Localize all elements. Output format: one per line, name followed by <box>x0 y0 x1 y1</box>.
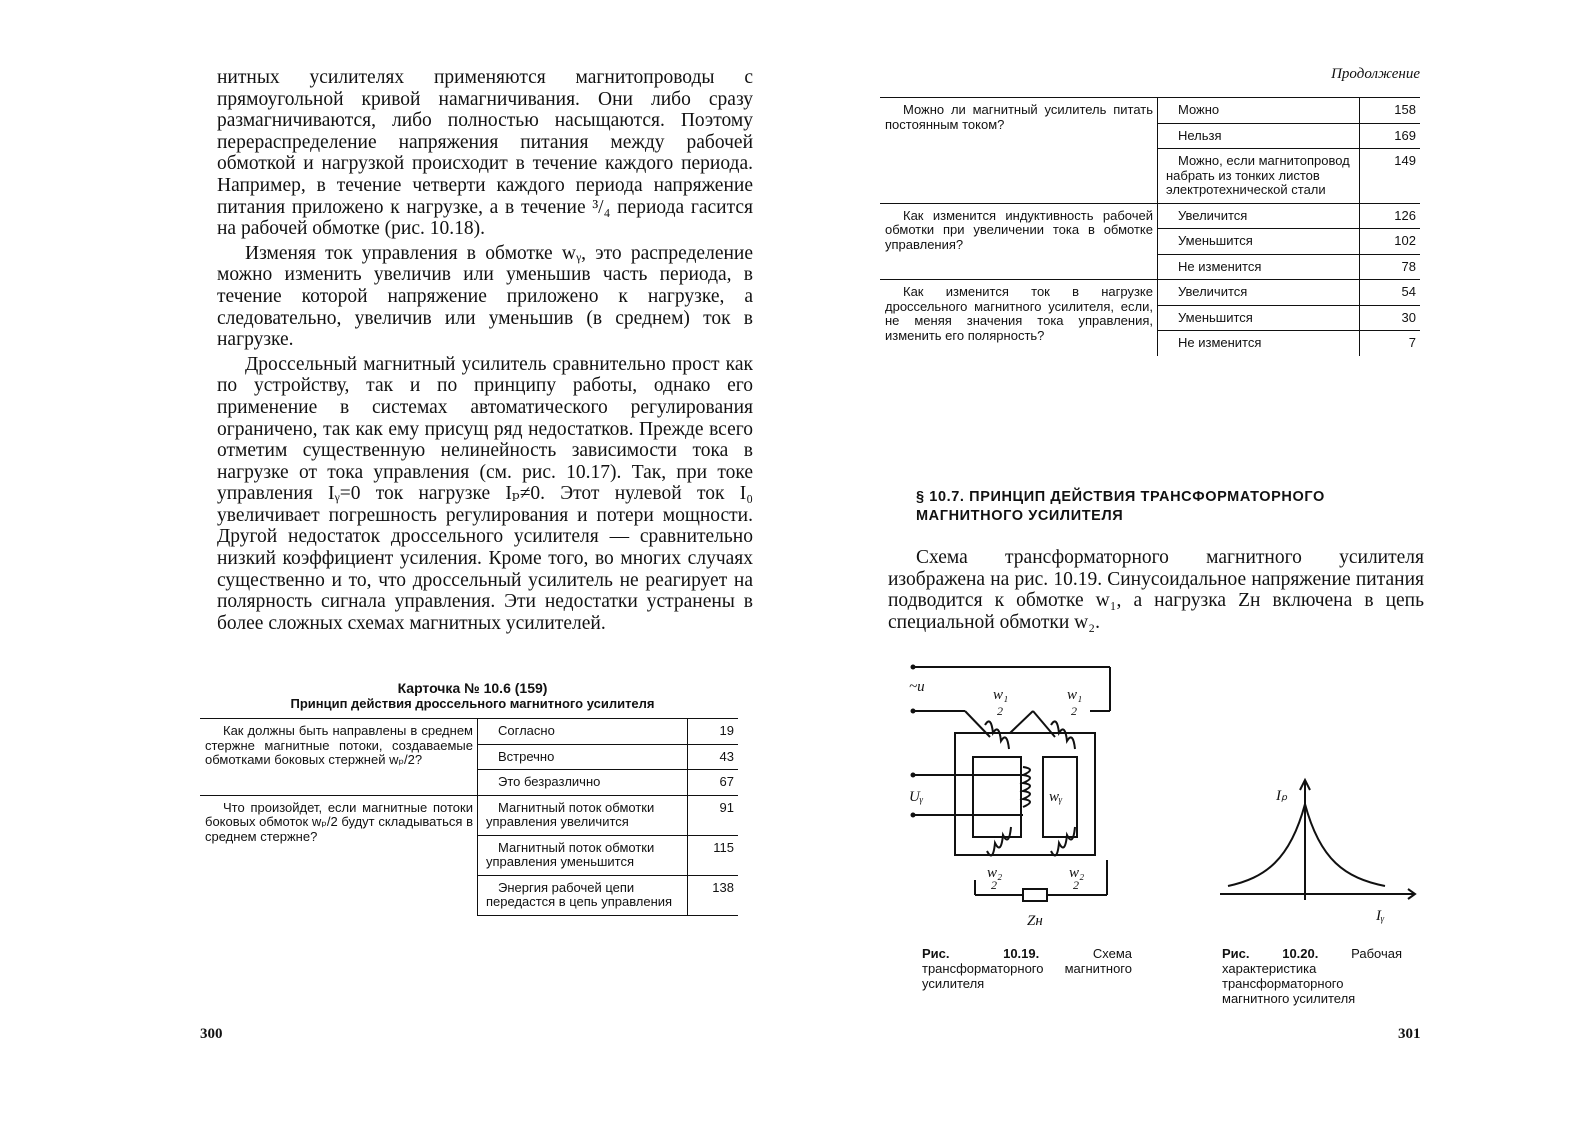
answer-cell: Уменьшится <box>1158 229 1360 255</box>
control-voltage-label: Uᵧ <box>909 789 924 805</box>
card-number-cell: 30 <box>1360 305 1421 331</box>
card-number-cell: 149 <box>1360 149 1421 204</box>
caption-label: Рис. 10.19. <box>922 946 1040 961</box>
supply-label: ~u <box>909 679 925 695</box>
table-row <box>880 280 1420 306</box>
winding-label: w₂ <box>1069 865 1085 881</box>
winding-label: w₁ <box>1067 687 1083 703</box>
winding-label-divisor: 2 <box>1071 704 1077 718</box>
table-row <box>880 203 1420 229</box>
answer-cell: Не изменится <box>1158 331 1360 356</box>
winding-label-divisor: 2 <box>997 704 1003 718</box>
winding-label: w₁ <box>993 687 1009 703</box>
page-number: 301 <box>1398 1026 1421 1042</box>
card-number-cell: 19 <box>688 719 739 745</box>
paragraph: Дроссельный магнитный усилитель сравнительно прост как по устройству, так и по принципу работы, однако его применение в системах автоматического регулирования ограничено, так как ему присущ ряд недостатков. Прежде всего отметим существенную нелинейность зависимости тока в нагрузке от тока управления (см. рис. 10.17). Так, при токе управления Iᵧ=0 ток нагрузке Iₚ≠0. Этот нулевой ток I₀ увеличивает погрешность регулирования и потери мощности. Другой недостаток дроссельного усилителя — сравнительно низкий коэффициент усиления. Кроме того, во многих случаях существенно и то, что дроссельный усилитель не реагирует на полярность сигнала управления. Эти недостатки устранены в более сложных схемах магнитных усилителей. <box>217 353 753 634</box>
table-row <box>880 98 1420 124</box>
card-number-cell: 126 <box>1360 203 1421 229</box>
winding-label-divisor: 2 <box>991 878 997 892</box>
answer-cell: Не изменится <box>1158 254 1360 280</box>
answer-cell: Можно <box>1158 98 1360 124</box>
card-number-cell: 67 <box>688 770 739 796</box>
continued-question-table <box>880 97 1420 356</box>
working-characteristic-graph <box>1210 770 1430 930</box>
x-axis-label: Iᵧ <box>1376 908 1385 924</box>
caption-text: Рабочая характеристика трансформаторного магнитного усилителя <box>1222 946 1402 1006</box>
question-cell: Что произойдет, если магнитные потоки боковых обмоток wₚ/2 будут складываться в среднем стержне? <box>200 795 478 915</box>
card-number-cell: 158 <box>1360 98 1421 124</box>
card-number-cell: 115 <box>688 835 739 875</box>
question-cell: Можно ли магнитный усилитель питать постоянным током? <box>880 98 1158 204</box>
question-cell: Как изменится ток в нагрузке дроссельного магнитного усилителя, если, не меняя значения тока управления, изменить его полярность? <box>880 280 1158 356</box>
card-number-cell: 102 <box>1360 229 1421 255</box>
table-row <box>200 719 738 745</box>
answer-cell: Увеличится <box>1158 280 1360 306</box>
answer-cell: Уменьшится <box>1158 305 1360 331</box>
card-number-cell: 91 <box>688 795 739 835</box>
card-subtitle: Принцип действия дроссельного магнитного усилителя <box>290 696 655 711</box>
answer-cell: Согласно <box>478 719 688 745</box>
load-label: Zн <box>1027 913 1043 929</box>
winding-label-divisor: 2 <box>1073 878 1079 892</box>
card-number-cell: 169 <box>1360 123 1421 149</box>
running-head: Продолжение <box>1331 66 1420 82</box>
card-question-table <box>200 718 738 916</box>
table-row <box>200 795 738 835</box>
answer-cell: Магнитный поток обмотки управления увеличится <box>478 795 688 835</box>
answer-cell: Нельзя <box>1158 123 1360 149</box>
paragraph: Схема трансформаторного магнитного усилителя изображена на рис. 10.19. Синусоидальное напряжение питания подводится к обмотке w₁, а нагрузка Zн включена в цепь специальной обмотки w₂. <box>888 547 1424 633</box>
transformer-amplifier-schematic <box>905 655 1125 935</box>
winding-label: w₂ <box>987 865 1003 881</box>
page-number: 300 <box>200 1026 223 1042</box>
answer-cell: Магнитный поток обмотки управления уменьшится <box>478 835 688 875</box>
answer-cell: Встречно <box>478 744 688 770</box>
figure-caption <box>1222 946 1402 1006</box>
card-number-cell: 43 <box>688 744 739 770</box>
card-number-cell: 7 <box>1360 331 1421 356</box>
card-number-cell: 54 <box>1360 280 1421 306</box>
y-axis-label: Iₚ <box>1276 788 1288 804</box>
control-winding-label: wᵧ <box>1049 789 1063 805</box>
answer-cell: Можно, если магнитопровод набрать из тонких листов электротехнической стали <box>1158 149 1360 204</box>
caption-text: Схема трансформаторного магнитного усилителя <box>922 946 1132 991</box>
answer-cell: Это безразлично <box>478 770 688 796</box>
card-number-cell: 78 <box>1360 254 1421 280</box>
question-cell: Как изменится индуктивность рабочей обмотки при увеличении тока в обмотке управления? <box>880 203 1158 280</box>
left-body-text <box>217 67 753 637</box>
caption-label: Рис. 10.20. <box>1222 946 1319 961</box>
card-number-cell: 138 <box>688 875 739 915</box>
question-cell: Как должны быть направлены в среднем стержне магнитные потоки, создаваемые обмотками боковых стержней wₚ/2? <box>200 719 478 796</box>
answer-cell: Увеличится <box>1158 203 1360 229</box>
paragraph: нитных усилителях применяются магнитопроводы с прямоугольной кривой намагничивания. Они либо сразу размагничиваются, либо полностью насыщаются. Поэтому перераспределение напряжения питания между рабочей обмоткой и нагрузкой происходит в течение каждого периода. Например, в течение четверти каждого периода напряжение питания приложено к нагрузке, а в течение ³/₄ периода гасится на рабочей обмотке (рис. 10.18). <box>217 67 753 240</box>
answer-cell: Энергия рабочей цепи передастся в цепь управления <box>478 875 688 915</box>
paragraph: Изменяя ток управления в обмотке wᵧ, это распределение можно изменить увеличив или уменьшив часть периода, в течение которой напряжение приложено к нагрузке, а следовательно, увеличив или уменьшив (в среднем) ток в нагрузке. <box>217 242 753 351</box>
section-heading: § 10.7. ПРИНЦИП ДЕЙСТВИЯ ТРАНСФОРМАТОРНОГО МАГНИТНОГО УСИЛИТЕЛЯ <box>916 489 1325 524</box>
figure-caption <box>922 946 1132 991</box>
right-body-text <box>888 547 1424 636</box>
card-number: Карточка № 10.6 (159) <box>397 680 548 696</box>
